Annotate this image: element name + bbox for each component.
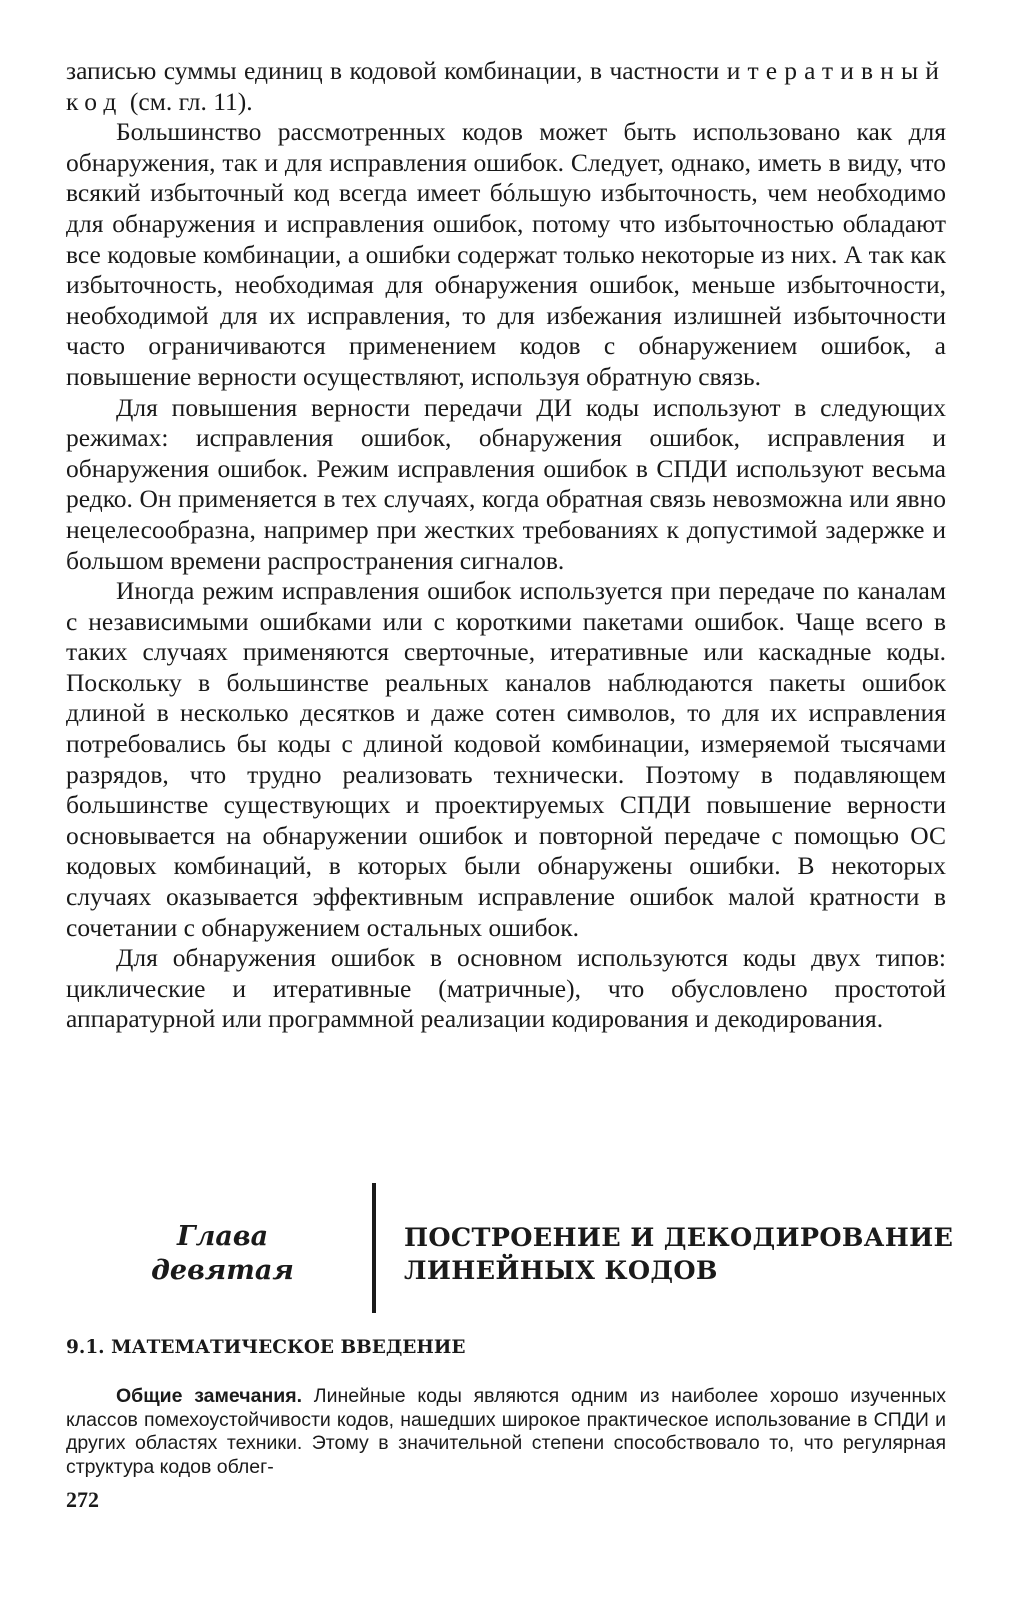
chapter-title (404, 1222, 964, 1288)
section-lead: Общие замечания. (116, 1385, 303, 1407)
paragraph-4: Иногда режим исправления ошибок используется при передаче по каналам с независимыми ошибками или с короткими пакетами ошибок. Чаще всего в таких случаях применяются сверточные, итеративные или каскадные коды. Поскольку в большинстве реальных каналов наблюдаются пакеты ошибок длиной в несколько десятков и даже сотен символов, то для их исправления потребовались бы коды с длиной кодовой комбинации, измеряемой тысячами разрядов, что трудно реализовать технически. Поэтому в подавляющем большинстве существующих и проектируемых СПДИ повышение верности основывается на обнаружении ошибок и повторной передаче с помощью ОС кодовых комбинаций, в которых были обнаружены ошибки. В некоторых случаях оказывается эффективным исправление ошибок малой кратности в сочетании с обнаружением остальных ошибок. (66, 576, 946, 942)
spaced-term: итеративный код (66, 56, 947, 116)
paragraph-1 (66, 56, 946, 117)
paragraph-3: Для повышения верности передачи ДИ коды используют в следующих режимах: исправления ошибок, обнаружения ошибок, исправления и обнаружения ошибок. Режим исправления ошибок в СПДИ используют весьма редко. Он применяется в тех случаях, когда обратная связь невозможна или явно нецелесообразна, например при жестких требованиях к допустимой задержке и большом времени распространения сигналов. (66, 392, 946, 575)
paragraph-1-text-b: (см. гл. 11). (129, 86, 253, 116)
paragraph-5: Для обнаружения ошибок в основном используются коды двух типов: циклические и итеративные (матричные), что обусловлено простотой аппаратурной или программной реализации кодирования и декодирования. (66, 943, 946, 1034)
paragraph-1-text-a: записью суммы единиц в кодовой комбинации, в частности (66, 56, 720, 85)
section-paragraph-text: Линейные коды являются одним из наиболее хорошо изученных классов помехоустойчивости кодов, нашедших широкое практическое использование в СПДИ и других областях техники. Этому в значительной степени способствовало то, что регулярная структура кодов облег- (66, 1385, 946, 1478)
chapter-title-line-2: ЛИНЕЙНЫХ КОДОВ (404, 1256, 718, 1286)
paragraph-2: Большинство рассмотренных кодов может быть использовано как для обнаружения, так и для исправления ошибок. Следует, однако, иметь в виду, что всякий избыточный код всегда имеет бóльшую избыточность, чем необходимо для обнаружения и исправления ошибок, потому что избыточностью обладают все кодовые комбинации, а ошибки содержат только некоторые из них. А так как избыточность, необходимая для обнаружения ошибок, меньше избыточности, необходимой для их исправления, то для избежания излишней избыточности часто ограничиваются применением кодов с обнаружением ошибок, а повышение верности осуществляют, используя обратную связь. (66, 117, 946, 391)
section-text (66, 1385, 946, 1479)
chapter-label-line-1: Глава (176, 1221, 269, 1252)
section-heading: 9.1. МАТЕМАТИЧЕСКОЕ ВВЕДЕНИЕ (66, 1337, 466, 1358)
chapter-label (130, 1220, 315, 1288)
chapter-label-line-2: девятая (151, 1255, 294, 1286)
page-number: 272 (66, 1487, 99, 1512)
main-text (66, 56, 946, 1035)
chapter-divider (372, 1183, 376, 1313)
section-paragraph (66, 1385, 946, 1479)
chapter-title-line-1: ПОСТРОЕНИЕ И ДЕКОДИРОВАНИЕ (404, 1223, 954, 1253)
